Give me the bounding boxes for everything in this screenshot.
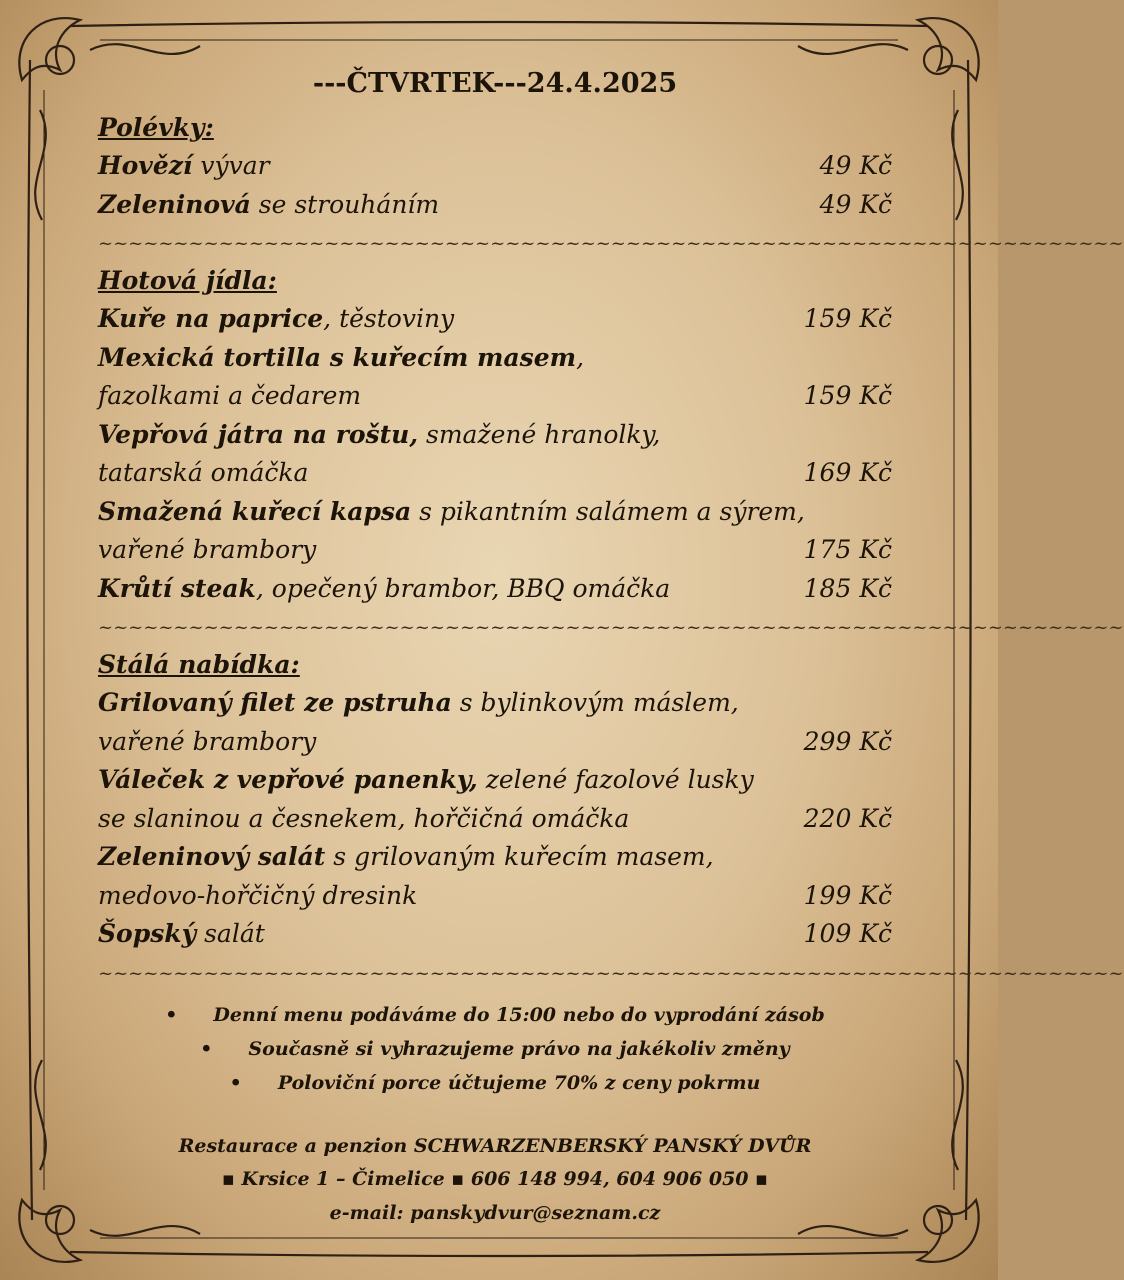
menu-item-price: 159 Kč xyxy=(803,304,892,333)
menu-item-description: medovo-hořčičný dresink xyxy=(98,880,418,910)
menu-item-text xyxy=(98,570,670,609)
menu-item-price: 185 Kč xyxy=(803,573,892,603)
menu-item-text xyxy=(98,186,439,225)
note-item: • Denní menu podáváme do 15:00 nebo do vyprodání zásob xyxy=(165,1003,825,1026)
menu-item-price: 109 Kč xyxy=(803,919,892,948)
menu-item-description: se strouháním xyxy=(250,189,440,219)
menu-item xyxy=(98,684,892,723)
menu-item-name: Smažená kuřecí kapsa xyxy=(98,496,412,526)
note-item: • Poloviční porce účtujeme 70% z ceny pokrmu xyxy=(229,1071,761,1094)
menu-item-description: zelené fazolové lusky xyxy=(477,765,754,794)
menu-item-name: Vepřová játra na roštu, xyxy=(98,419,419,449)
menu-item-description: vývar xyxy=(192,151,270,180)
menu-item-description: s grilovaným kuřecím masem, xyxy=(325,842,714,871)
menu-item-text xyxy=(98,493,805,532)
menu-item xyxy=(98,186,892,225)
menu-item-description: fazolkami a čedarem xyxy=(98,381,362,410)
note-item: • Současně si vyhrazujeme právo na jakékoliv změny xyxy=(200,1037,790,1060)
menu-item-price: 175 Kč xyxy=(803,535,892,564)
menu-item-price: 220 Kč xyxy=(803,803,892,833)
menu-item-name: Zeleninový salát xyxy=(98,842,326,871)
menu-item-text xyxy=(98,377,361,416)
section-heading: Polévky: xyxy=(98,113,214,142)
menu-item-description: , xyxy=(576,342,585,372)
restaurant-name: Restaurace a penzion SCHWARZENBERSKÝ PANSKÝ DVŮR xyxy=(178,1134,812,1157)
menu-item xyxy=(98,877,892,916)
menu-item-text xyxy=(98,300,454,339)
menu-item-name: Mexická tortilla s kuřecím masem xyxy=(98,342,577,372)
menu-item-text xyxy=(98,339,584,378)
menu-item-text xyxy=(98,800,629,839)
menu-item-price: 159 Kč xyxy=(803,381,892,410)
menu-item xyxy=(98,300,892,339)
menu-item-text xyxy=(98,915,265,954)
menu-item-description: salát xyxy=(196,919,265,948)
menu-item-description: vařené brambory xyxy=(98,726,317,756)
menu-item-name: Váleček z vepřové panenky, xyxy=(98,765,478,794)
menu-item xyxy=(98,493,892,532)
menu-item-name: Krůtí steak xyxy=(98,573,256,603)
menu-item xyxy=(98,454,892,493)
menu-item-name: Zeleninová xyxy=(98,189,251,219)
menu-item-description: vařené brambory xyxy=(98,535,317,564)
tilde-separator: ~~~~~~~~~~~~~~~~~~~~~~~~~~~~~~~~~~~~~~~~~~~~~~~~~~~~~~~~~~~~~~~~~~~~ xyxy=(98,617,1124,638)
section-heading: Hotová jídla: xyxy=(98,266,277,295)
menu-item xyxy=(98,377,892,416)
menu-item-price: 49 Kč xyxy=(819,189,892,219)
menu-item xyxy=(98,147,892,186)
menu-item xyxy=(98,915,892,954)
contact-line: ▪ Krsice 1 – Čimelice ▪ 606 148 994, 604 906 050 ▪ xyxy=(221,1168,769,1190)
email-line: e-mail: panskydvur@seznam.cz xyxy=(329,1201,661,1224)
tilde-separator: ~~~~~~~~~~~~~~~~~~~~~~~~~~~~~~~~~~~~~~~~~~~~~~~~~~~~~~~~~~~~~~~~~~~~ xyxy=(98,233,1124,254)
menu-item-price: 199 Kč xyxy=(803,880,892,910)
menu-item xyxy=(98,570,892,609)
menu-item-text xyxy=(98,877,417,916)
menu-item-description: se slaninou a česnekem, hořčičná omáčka xyxy=(98,803,630,833)
menu-item-name: Šopský xyxy=(98,919,197,948)
menu-item xyxy=(98,800,892,839)
menu-item-description: smažené hranolky, xyxy=(418,419,661,449)
menu-title: ---ČTVRTEK---24.4.2025 xyxy=(312,68,678,99)
menu-item-description: , opečený brambor, BBQ omáčka xyxy=(255,573,671,603)
section-heading: Stálá nabídka: xyxy=(98,650,300,679)
menu-item-price: 169 Kč xyxy=(803,458,892,487)
menu-item xyxy=(98,761,892,800)
menu-item-text xyxy=(98,684,739,723)
menu-item-text xyxy=(98,723,316,762)
menu-item-name: Hovězí xyxy=(98,151,193,180)
menu-item-text xyxy=(98,454,308,493)
menu-item xyxy=(98,416,892,455)
menu-item-price: 49 Kč xyxy=(819,151,892,180)
menu-item-text xyxy=(98,531,316,570)
menu-item xyxy=(98,339,892,378)
menu-item-text xyxy=(98,838,714,877)
menu-item-description: s pikantním salámem a sýrem, xyxy=(411,496,805,526)
menu-sections xyxy=(98,109,1124,992)
menu-item-name: Grilovaný filet ze pstruha xyxy=(98,688,452,717)
notes-list xyxy=(98,998,892,1100)
menu-item-text xyxy=(98,147,270,186)
menu-item-description: tatarská omáčka xyxy=(98,458,309,487)
footer xyxy=(98,1130,892,1231)
menu-item xyxy=(98,723,892,762)
menu-item xyxy=(98,838,892,877)
menu-item-text xyxy=(98,416,660,455)
tilde-separator: ~~~~~~~~~~~~~~~~~~~~~~~~~~~~~~~~~~~~~~~~~~~~~~~~~~~~~~~~~~~~~~~~~~~~ xyxy=(98,962,1124,984)
menu-item-name: Kuře na paprice xyxy=(98,304,324,333)
menu-content xyxy=(98,68,1124,1230)
menu-item xyxy=(98,531,892,570)
menu-item-description: s bylinkovým máslem, xyxy=(451,688,739,717)
menu-item-text xyxy=(98,761,754,800)
menu-item-description: , těstoviny xyxy=(323,304,455,333)
menu-item-price: 299 Kč xyxy=(803,726,892,756)
